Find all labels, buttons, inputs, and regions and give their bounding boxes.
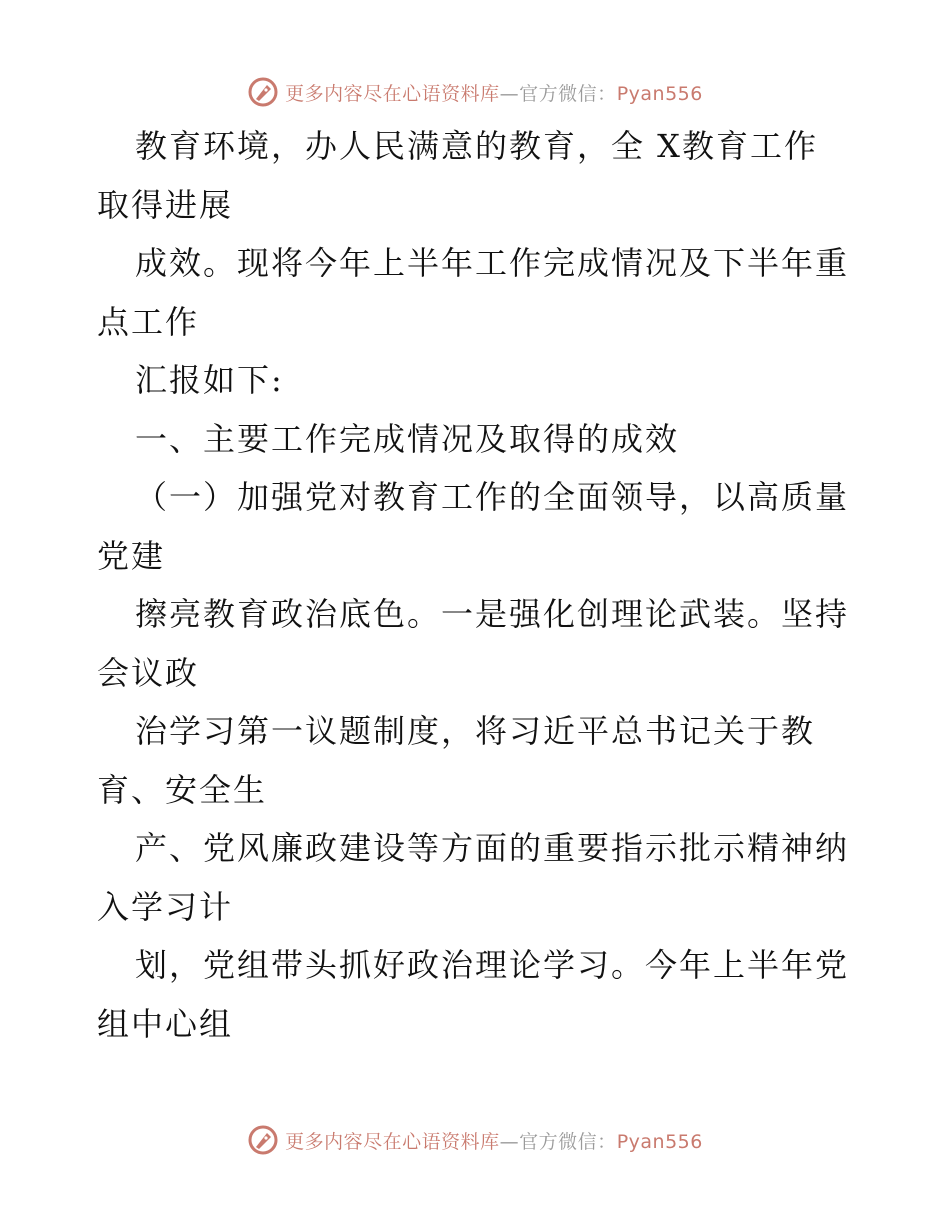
document-line: 育、安全生	[97, 770, 268, 809]
watermark-text: 更多内容尽在心语资料库	[285, 82, 500, 105]
document-line: 一、主要工作完成情况及取得的成效	[135, 419, 680, 458]
watermark-separator: —	[499, 1130, 520, 1153]
document-line: 组中心组	[97, 1004, 234, 1043]
document-line: 划，党组带头抓好政治理论学习。今年上半年党	[135, 946, 850, 984]
pen-nib-logo-icon	[247, 1124, 279, 1156]
footer-watermark	[0, 1120, 950, 1160]
document-line: （一）加强党对教育工作的全面领导，以高质量	[135, 478, 850, 516]
document-line: 治学习第一议题制度，将习近平总书记关于教	[135, 712, 816, 750]
document-line: 汇报如下:	[135, 361, 284, 399]
watermark-text: 更多内容尽在心语资料库	[285, 1130, 500, 1153]
watermark-wechat-id: Pyan556	[616, 82, 703, 105]
document-line: 点工作	[97, 302, 200, 341]
header-watermark	[0, 72, 950, 112]
pen-nib-logo-icon	[247, 76, 279, 108]
document-line: 入学习计	[97, 887, 234, 926]
document-line: 党建	[97, 536, 166, 575]
document-line: 擦亮教育政治底色。一是强化创理论武装。坚持	[135, 595, 850, 633]
document-line: 产、党风廉政建设等方面的重要指示批示精神纳	[135, 829, 850, 867]
watermark-wechat-id: Pyan556	[616, 1130, 703, 1153]
document-body	[97, 117, 857, 1053]
watermark-wechat-label: 官方微信：	[519, 1130, 617, 1153]
watermark-wechat-label: 官方微信：	[519, 82, 617, 105]
watermark-separator: —	[499, 82, 520, 105]
document-line: 会议政	[97, 653, 200, 692]
document-line: 教育环境，办人民满意的教育，全 X教育工作	[135, 127, 818, 165]
document-line: 取得进展	[97, 185, 234, 224]
document-line: 成效。现将今年上半年工作完成情况及下半年重	[135, 244, 850, 282]
